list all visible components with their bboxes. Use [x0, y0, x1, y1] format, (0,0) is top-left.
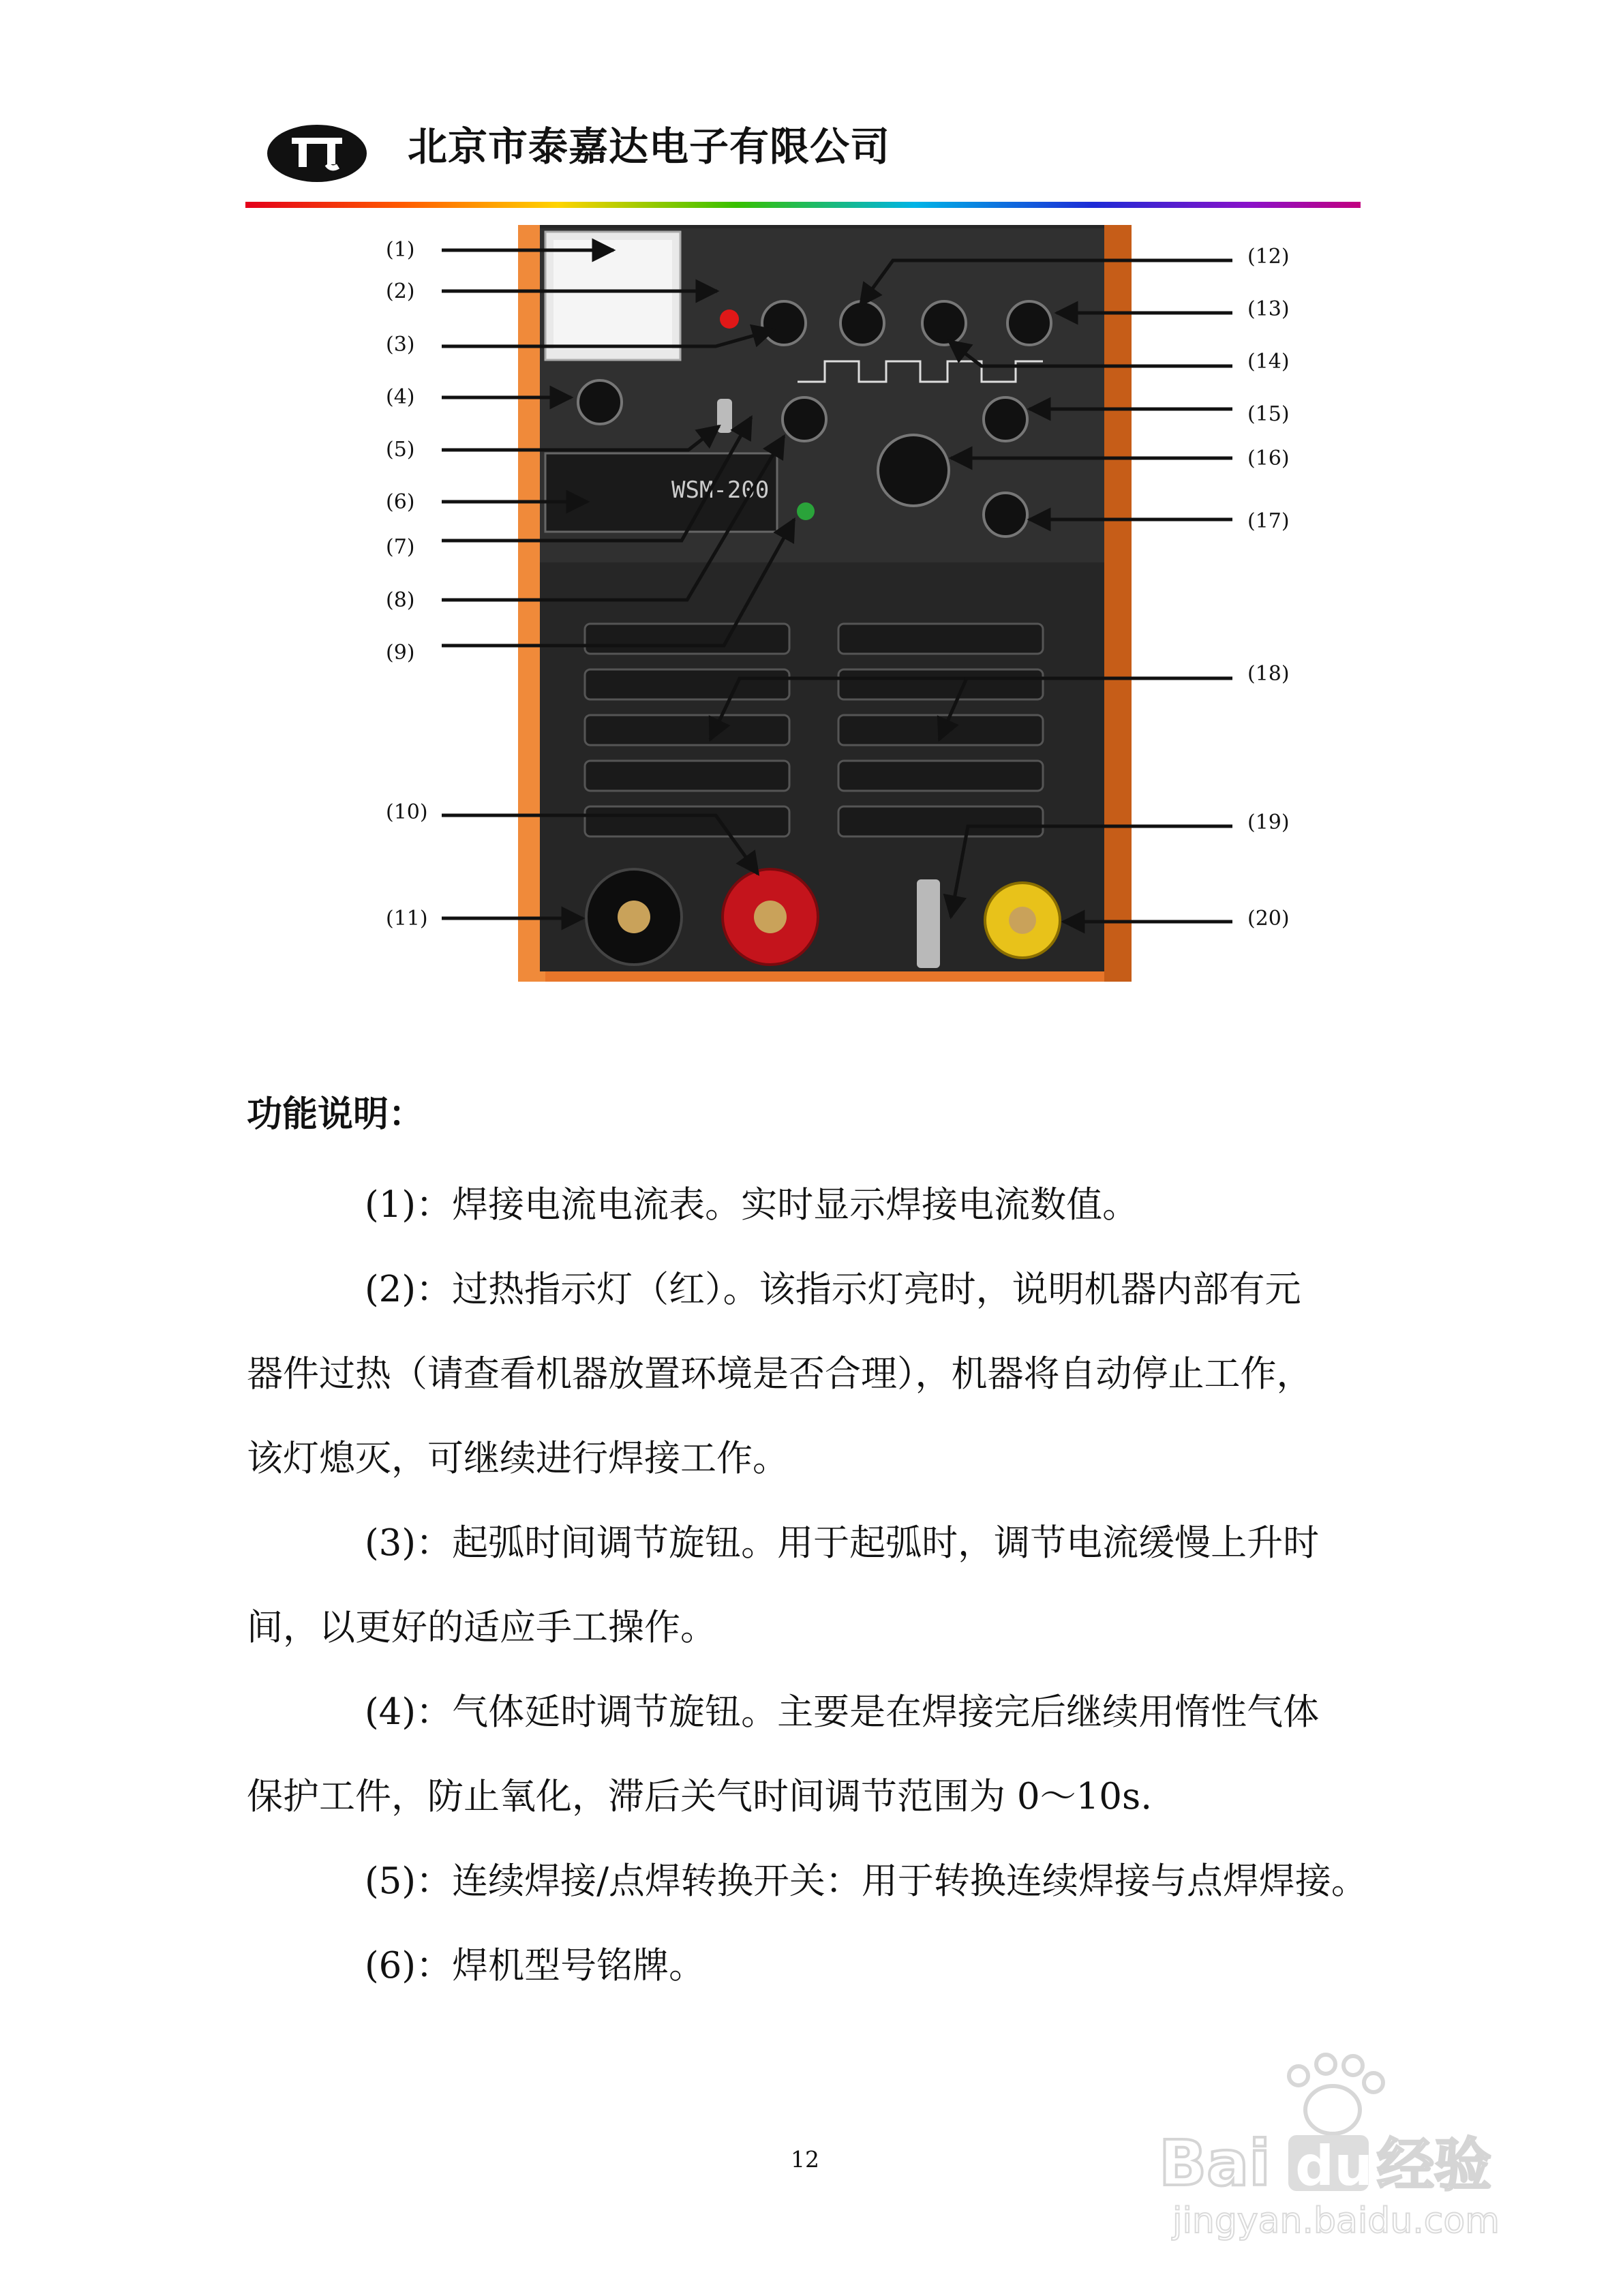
page-number: 12 — [791, 2146, 819, 2173]
svg-text:du: du — [1295, 2134, 1374, 2198]
callouts-left — [386, 238, 428, 931]
svg-text:(6): (6) — [386, 490, 415, 514]
model-label: WSM-200 — [671, 477, 770, 504]
paragraph-line: 间，以更好的适应手工操作。 — [247, 1607, 716, 1648]
welder-panel-figure — [0, 0, 1623, 1023]
gas-delay-knob[interactable] — [578, 380, 622, 424]
svg-text:(17): (17) — [1247, 509, 1290, 533]
paragraph-line: 保护工件，防止氧化，滞后关气时间调节范围为 0～10s. — [247, 1776, 1153, 1817]
peak-time-knob[interactable] — [922, 301, 966, 345]
svg-text:(2): (2) — [386, 280, 415, 303]
svg-text:(18): (18) — [1247, 662, 1290, 686]
machine-body — [518, 225, 1132, 982]
svg-text:(10): (10) — [386, 800, 428, 824]
svg-text:(7): (7) — [386, 535, 415, 559]
gas-connector[interactable] — [917, 879, 940, 968]
svg-text:(1): (1) — [386, 238, 415, 262]
svg-text:(15): (15) — [1247, 402, 1290, 426]
paragraph-line: (4)：气体延时调节旋钮。主要是在焊接完后继续用惰性气体 — [365, 1691, 1320, 1733]
svg-text:(11): (11) — [386, 907, 428, 931]
svg-text:Bai: Bai — [1159, 2127, 1271, 2200]
baidu-jingyan-watermark — [1152, 2045, 1534, 2250]
overheat-led-icon — [720, 309, 739, 329]
svg-text:(20): (20) — [1247, 907, 1290, 931]
svg-text:经验: 经验 — [1377, 2132, 1492, 2199]
pulse-freq-knob[interactable] — [984, 397, 1027, 441]
down-slope-knob[interactable] — [1007, 301, 1051, 345]
svg-text:(12): (12) — [1247, 245, 1290, 269]
paragraph-line: (3)：起弧时间调节旋钮。用于起弧时，调节电流缓慢上升时 — [365, 1522, 1320, 1564]
svg-text:(14): (14) — [1247, 350, 1290, 374]
svg-text:(3): (3) — [386, 333, 415, 357]
svg-text:(19): (19) — [1247, 811, 1290, 834]
section-heading: 功能说明： — [247, 1094, 425, 1135]
paragraph-line: 器件过热（请查看机器放置环境是否合理），机器将自动停止工作， — [247, 1353, 1313, 1395]
callouts-right — [1247, 245, 1290, 931]
base-current-knob[interactable] — [783, 397, 826, 441]
svg-text:(8): (8) — [386, 588, 415, 612]
arc-start-knob[interactable] — [762, 301, 806, 345]
paragraph-line: (6)：焊机型号铭牌。 — [365, 1945, 706, 1987]
company-name: 北京市泰嘉达电子有限公司 — [408, 123, 891, 170]
svg-text:jingyan.baidu.com: jingyan.baidu.com — [1172, 2201, 1500, 2241]
paragraph-line: (1)：焊接电流电流表。实时显示焊接电流数值。 — [365, 1184, 1139, 1226]
paragraph-line: (5)：连续焊接/点焊转换开关：用于转换连续焊接与点焊焊接。 — [365, 1860, 1367, 1902]
arc-force-knob[interactable] — [984, 493, 1027, 537]
welding-current-knob[interactable] — [878, 435, 949, 506]
svg-text:(13): (13) — [1247, 297, 1290, 321]
base-time-knob[interactable] — [840, 301, 884, 345]
svg-text:(5): (5) — [386, 438, 415, 462]
svg-text:(9): (9) — [386, 641, 415, 665]
svg-text:(16): (16) — [1247, 447, 1290, 470]
power-led-icon — [797, 502, 815, 520]
paragraph-line: 该灯熄灭，可继续进行焊接工作。 — [247, 1438, 789, 1479]
svg-text:(4): (4) — [386, 385, 415, 409]
paragraph-line: (2)：过热指示灯（红）。该指示灯亮时，说明机器内部有元 — [365, 1269, 1301, 1310]
